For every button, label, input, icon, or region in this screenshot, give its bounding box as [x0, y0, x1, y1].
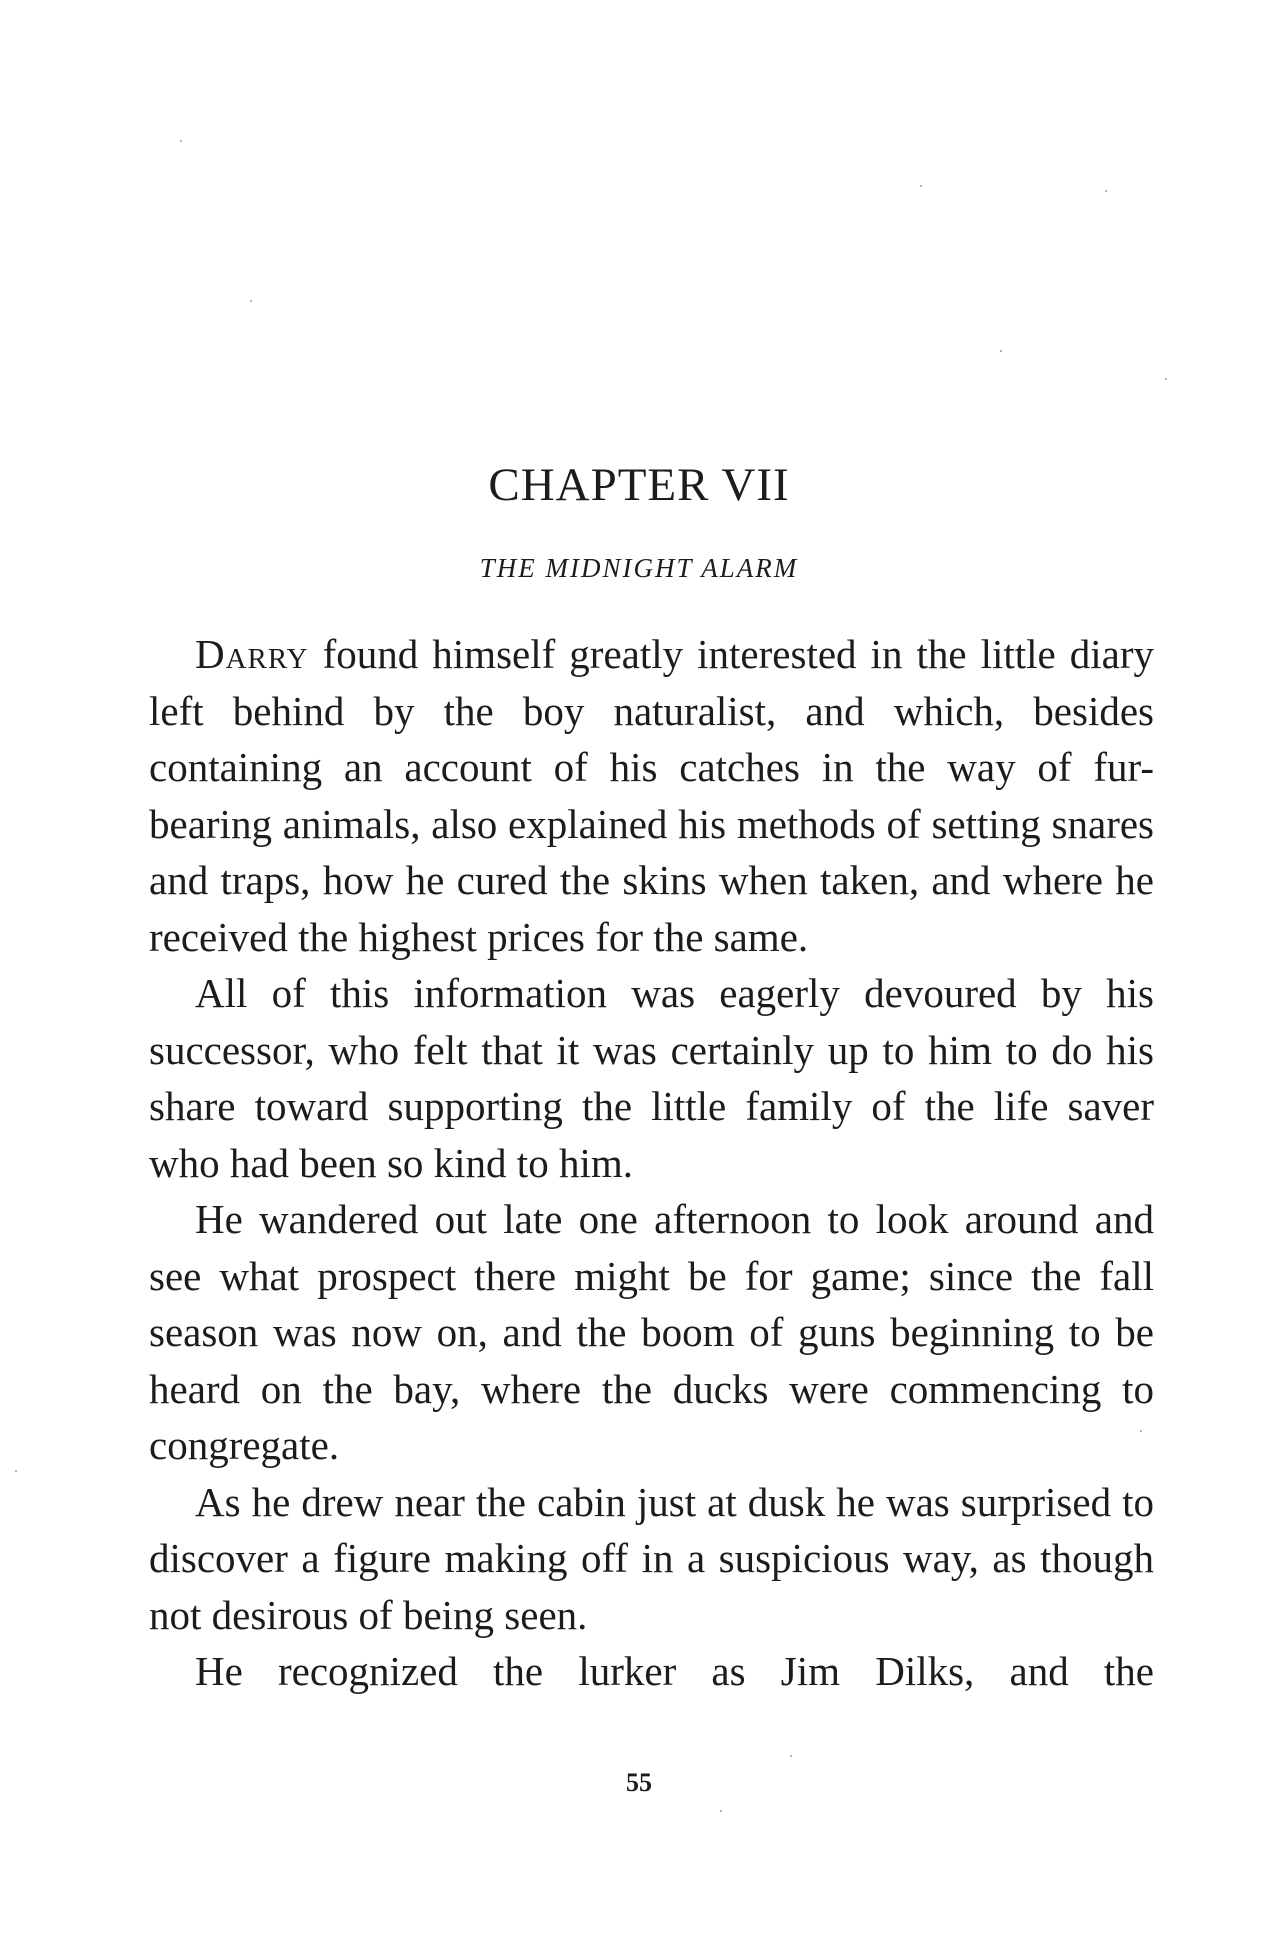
paper-speck: [920, 185, 922, 187]
paper-speck: [15, 1470, 17, 1472]
paper-speck: [250, 300, 252, 302]
paper-speck: [1140, 1430, 1142, 1432]
paper-speck: [180, 140, 182, 142]
paragraph-1: [149, 626, 1154, 965]
paragraph-1-text: found himself greatly interested in the little diary left behind by the boy naturalist, and which, besides containing an account of his catches in the way of fur-bearing animals, also explained his methods of setting snares and traps, how he cured the skins when taken, and where he received the highest prices for the same.: [149, 631, 1154, 960]
chapter-title: THE MIDNIGHT ALARM: [479, 553, 799, 583]
paper-speck: [1000, 350, 1002, 352]
paragraph-3: He wandered out late one afternoon to look around and see what prospect there might be for game; since the fall season was now on, and the boom of guns beginning to be heard on the bay, where the ducks were commencing to congregate.: [149, 1196, 1154, 1468]
paper-speck: [1105, 190, 1107, 192]
page-number: 55: [626, 1768, 652, 1797]
paragraph-4: As he drew near the cabin just at dusk he was surprised to discover a figure making off in a suspicious way, as though not desirous of being seen.: [149, 1478, 1154, 1638]
chapter-heading: CHAPTER VII: [488, 459, 790, 511]
paragraph-5: He recognized the lurker as Jim Dilks, and the: [195, 1648, 1154, 1694]
body-text: [149, 626, 1154, 1700]
paper-speck: [1165, 378, 1167, 380]
paragraph-2: All of this information was eagerly devoured by his successor, who felt that it was certainly up to him to do his share toward supporting the little family of the life saver who had been so kind to him.: [149, 970, 1154, 1186]
lead-word: Darry: [195, 631, 309, 677]
paper-speck: [790, 1755, 792, 1757]
paper-speck: [720, 1810, 722, 1812]
